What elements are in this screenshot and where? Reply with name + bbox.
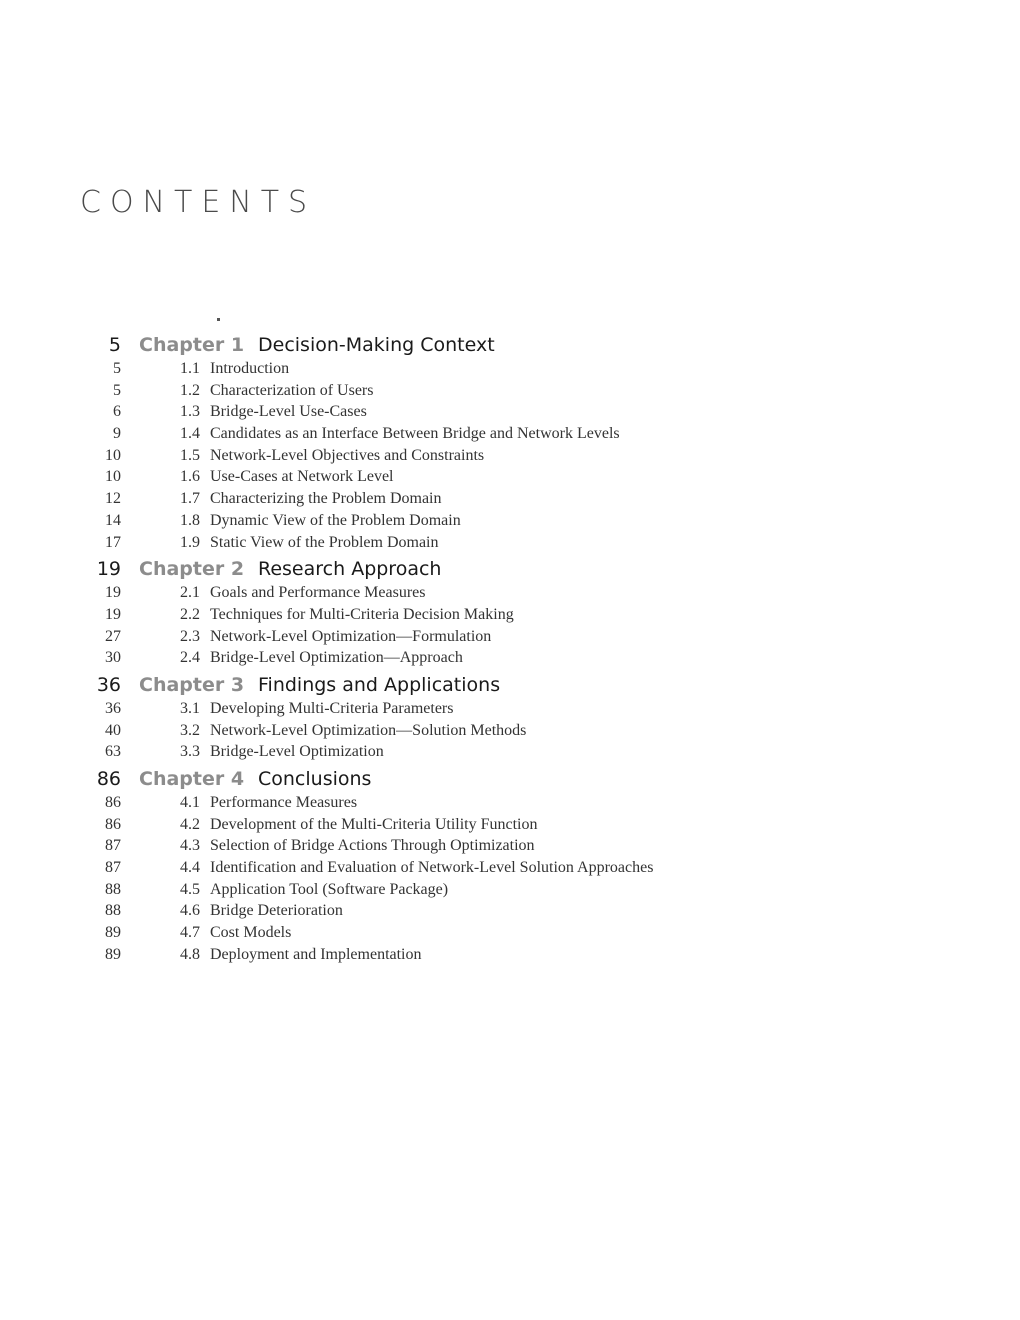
section-title: Developing Multi-Criteria Parameters: [210, 699, 454, 717]
section-page-number: 87: [105, 837, 121, 855]
section-page-number: 89: [105, 945, 121, 963]
section-number: 4.3: [180, 837, 200, 855]
chapter-heading-row[interactable]: [0, 557, 1020, 582]
section-entry[interactable]: [0, 423, 1020, 445]
section-title: Bridge-Level Optimization: [210, 743, 384, 761]
section-title: Selection of Bridge Actions Through Optimization: [210, 837, 535, 855]
section-entry[interactable]: [0, 814, 1020, 836]
section-number: 1.6: [180, 468, 200, 486]
section-title: Cost Models: [210, 924, 292, 942]
section-title: Candidates as an Interface Between Bridge and Network Levels: [210, 425, 620, 443]
section-page-number: 17: [105, 533, 121, 551]
chapter-heading-row[interactable]: [0, 767, 1020, 792]
chapter-number: 4: [230, 768, 245, 790]
chapter-word: Chapter: [139, 558, 225, 581]
section-title: Deployment and Implementation: [210, 945, 422, 963]
section-number: 1.7: [180, 490, 200, 508]
section-entry[interactable]: [0, 626, 1020, 648]
section-entry[interactable]: [0, 879, 1020, 901]
section-title: Performance Measures: [210, 794, 358, 811]
section-entry[interactable]: [0, 532, 1020, 554]
section-number: 2.3: [180, 627, 200, 645]
section-title: Static View of the Problem Domain: [210, 533, 439, 551]
chapter-word: Chapter: [139, 673, 225, 696]
section-entry[interactable]: [0, 647, 1020, 669]
section-entry[interactable]: [0, 582, 1020, 604]
section-page-number: 12: [105, 490, 121, 508]
section-number: 2.2: [180, 605, 200, 623]
section-page-number: 86: [105, 815, 121, 833]
section-entry[interactable]: [0, 792, 1020, 814]
chapter-page-number: 5: [108, 334, 121, 356]
section-page-number: 5: [113, 381, 121, 399]
chapter-2: [0, 557, 1020, 669]
section-number: 1.5: [180, 446, 200, 464]
section-page-number: 40: [105, 721, 121, 739]
chapter-number: 2: [230, 558, 245, 581]
section-page-number: 89: [105, 924, 121, 942]
chapter-page-number: 19: [96, 558, 121, 581]
chapter-word: Chapter: [139, 768, 225, 790]
section-page-number: 19: [105, 605, 121, 623]
section-number: 1.1: [180, 360, 200, 377]
section-title: Characterization of Users: [210, 381, 374, 399]
section-page-number: 19: [105, 584, 121, 602]
section-entry[interactable]: [0, 445, 1020, 467]
section-page-number: 36: [105, 699, 121, 717]
section-number: 1.3: [180, 403, 200, 421]
section-number: 1.2: [180, 381, 200, 399]
section-number: 4.5: [180, 880, 200, 898]
section-page-number: 10: [105, 446, 121, 464]
section-number: 1.9: [180, 533, 200, 551]
section-entry[interactable]: [0, 857, 1020, 879]
section-title: Dynamic View of the Problem Domain: [210, 511, 461, 529]
section-page-number: 88: [105, 902, 121, 920]
section-title: Introduction: [210, 360, 290, 377]
chapter-number: 1: [230, 334, 245, 356]
section-title: Development of the Multi-Criteria Utility Function: [210, 815, 538, 833]
chapter-3: [0, 673, 1020, 763]
section-title: Bridge Deterioration: [210, 902, 343, 920]
stray-mark: [217, 318, 220, 321]
section-entry[interactable]: [0, 741, 1020, 763]
chapter-1: [0, 333, 1020, 553]
chapter-title: Research Approach: [258, 558, 442, 581]
section-title: Network-Level Optimization—Formulation: [210, 627, 492, 645]
section-title: Techniques for Multi-Criteria Decision Making: [210, 605, 514, 623]
section-number: 4.7: [180, 924, 200, 942]
chapter-title: Conclusions: [258, 768, 372, 790]
section-page-number: 88: [105, 880, 121, 898]
table-of-contents: [0, 333, 1020, 970]
section-page-number: 14: [105, 511, 121, 529]
chapter-heading-row[interactable]: [0, 673, 1020, 698]
section-entry[interactable]: [0, 698, 1020, 720]
section-page-number: 27: [105, 627, 121, 645]
section-number: 4.8: [180, 945, 200, 963]
section-entry[interactable]: [0, 466, 1020, 488]
chapter-number: 3: [230, 673, 245, 696]
section-entry[interactable]: [0, 488, 1020, 510]
section-title: Characterizing the Problem Domain: [210, 490, 442, 508]
section-title: Application Tool (Software Package): [210, 880, 449, 898]
section-entry[interactable]: [0, 900, 1020, 922]
section-number: 3.2: [180, 721, 200, 739]
section-entry[interactable]: [0, 944, 1020, 966]
section-number: 1.8: [180, 511, 200, 529]
section-number: 1.4: [180, 425, 200, 443]
section-page-number: 63: [105, 743, 121, 761]
section-entry[interactable]: [0, 720, 1020, 742]
chapter-label: [139, 673, 244, 698]
section-page-number: 5: [113, 360, 121, 377]
section-title: Network-Level Objectives and Constraints: [210, 446, 485, 464]
section-entry[interactable]: [0, 835, 1020, 857]
section-number: 4.4: [180, 859, 200, 877]
chapter-4: [0, 767, 1020, 966]
section-page-number: 10: [105, 468, 121, 486]
section-title: Use-Cases at Network Level: [210, 468, 394, 486]
chapter-page-number: 36: [96, 673, 121, 696]
section-page-number: 87: [105, 859, 121, 877]
section-entry[interactable]: [0, 922, 1020, 944]
section-number: 4.2: [180, 815, 200, 833]
section-entry[interactable]: [0, 358, 1020, 380]
chapter-label: [139, 557, 244, 582]
section-entry[interactable]: [0, 604, 1020, 626]
page-title: CONTENTS: [80, 185, 317, 220]
section-title: Bridge-Level Optimization—Approach: [210, 649, 463, 667]
section-entry[interactable]: [0, 380, 1020, 402]
section-title: Network-Level Optimization—Solution Methods: [210, 721, 527, 739]
section-page-number: 6: [113, 403, 121, 421]
chapter-title: Findings and Applications: [258, 673, 501, 696]
section-number: 2.1: [180, 584, 200, 602]
section-entry[interactable]: [0, 401, 1020, 423]
section-number: 4.6: [180, 902, 200, 920]
chapter-label: [139, 333, 244, 358]
section-title: Identification and Evaluation of Network-Level Solution Approaches: [210, 859, 654, 877]
chapter-title: Decision-Making Context: [258, 334, 495, 356]
chapter-page-number: 86: [96, 768, 121, 790]
section-page-number: 86: [105, 794, 121, 811]
section-number: 3.1: [180, 699, 200, 717]
chapter-label: [139, 767, 244, 792]
chapter-heading-row[interactable]: [0, 333, 1020, 358]
section-number: 4.1: [180, 794, 200, 811]
section-title: Bridge-Level Use-Cases: [210, 403, 367, 421]
chapter-word: Chapter: [139, 334, 225, 356]
section-page-number: 30: [105, 649, 121, 667]
section-title: Goals and Performance Measures: [210, 584, 426, 602]
section-entry[interactable]: [0, 510, 1020, 532]
section-number: 3.3: [180, 743, 200, 761]
section-page-number: 9: [113, 425, 121, 443]
section-number: 2.4: [180, 649, 200, 667]
